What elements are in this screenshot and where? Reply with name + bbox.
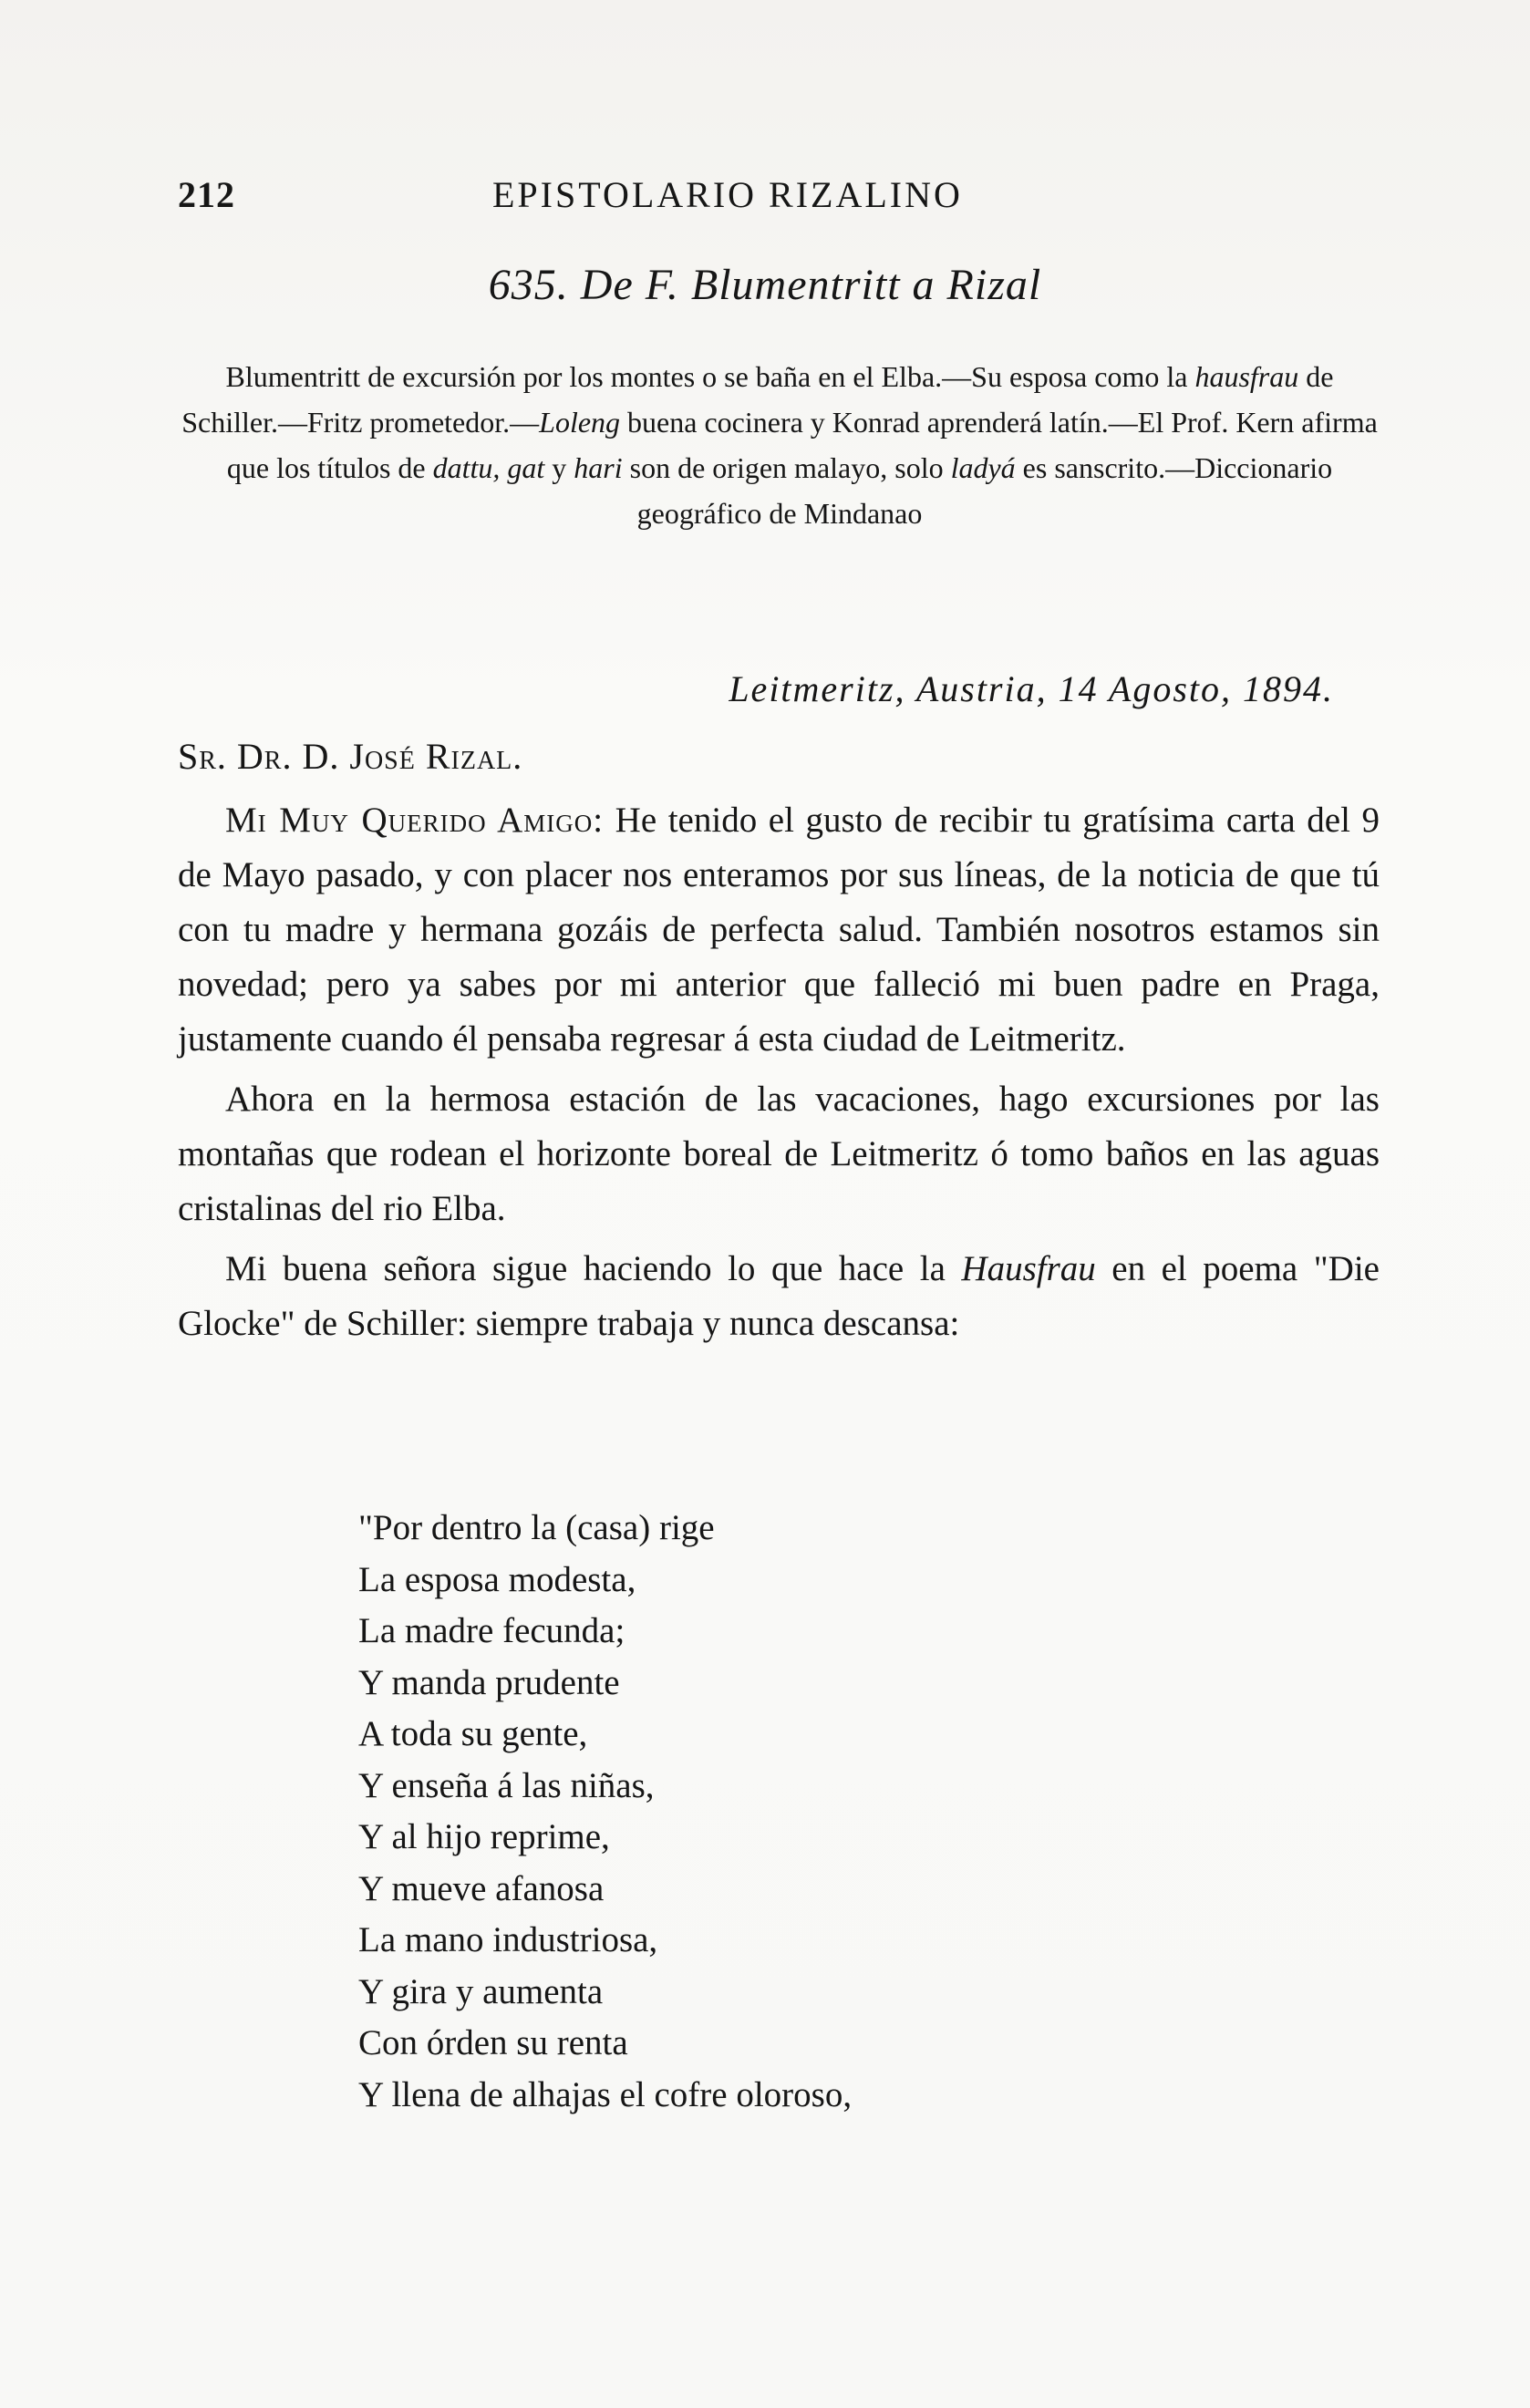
summary-italic-term: Loleng (539, 406, 621, 439)
letter-body (178, 793, 1380, 1357)
poem-line: Y gira y aumenta (358, 1971, 604, 2011)
summary-text: son de origen malayo, solo (622, 451, 951, 484)
poem-line: Y enseña á las niñas, (358, 1765, 655, 1805)
poem-line: "Por dentro la (casa) rige (358, 1508, 715, 1547)
letter-summary (178, 354, 1381, 536)
summary-text: Blumentritt de excursión por los montes o se baña en el Elba.—Su esposa como la (225, 360, 1195, 393)
place-date: Leitmeritz, Austria, 14 Agosto, 1894. (729, 668, 1334, 709)
poem-line: La esposa modesta, (358, 1559, 636, 1599)
poem-line: Y al hijo reprime, (358, 1817, 610, 1856)
poem-line: La mano industriosa, (358, 1920, 658, 1959)
poem (358, 1503, 852, 2121)
summary-text: es sanscrito.—Diccionario geográfico de Mindanao (636, 451, 1333, 530)
paragraph (178, 1242, 1380, 1351)
paragraph: Ahora en la hermosa estación de las vacaciones, hago excursiones por las montañas que rodean el horizonte boreal de Leitmeritz ó tomo baños en las aguas cristalinas del rio Elba. (178, 1080, 1380, 1228)
letter-heading: 635. De F. Blumentritt a Rizal (488, 261, 1042, 309)
poem-line: Y llena de alhajas el cofre oloroso, (358, 2074, 853, 2114)
paragraph (178, 793, 1380, 1067)
summary-text: buena cocinera y Konrad aprenderá latín.—El Prof. Kern afirma que los títulos de (226, 406, 1378, 484)
poem-line: A toda su gente, (358, 1714, 588, 1753)
italic-term: Hausfrau (961, 1249, 1096, 1288)
addressee: Sr. Dr. D. José Rizal. (178, 736, 523, 777)
summary-italic-term: hausfrau (1194, 360, 1299, 393)
page-number: 212 (178, 174, 235, 215)
paragraph-text: Mi buena señora sigue haciendo lo que hace la (225, 1249, 962, 1288)
summary-italic-term: hari (574, 451, 623, 484)
running-head (178, 173, 1381, 228)
summary-italic-term: ladyá (950, 451, 1016, 484)
poem-line: La madre fecunda; (358, 1611, 625, 1650)
poem-line: Y manda prudente (358, 1662, 620, 1702)
greeting: Mi Muy Querido Amigo: (225, 801, 605, 840)
summary-text: de Schiller.—Fritz prometedor.— (181, 360, 1334, 439)
paragraph-text: He tenido el gusto de recibir tu gratísima carta del 9 de Mayo pasado, y con placer nos enteramos por sus líneas, de la noticia de que tú con tu madre y hermana gozáis de perfecta salud. También nosotros estamos sin novedad; pero ya sabes por mi anterior que falleció mi buen padre en Praga, justamente cuando él pensaba regresar á esta ciudad de Leitmeritz. (178, 801, 1380, 1059)
summary-italic-term: dattu, gat (432, 451, 545, 484)
poem-line: Y mueve afanosa (358, 1868, 605, 1908)
poem-line: Con órden su renta (358, 2023, 628, 2062)
running-title: EPISTOLARIO RIZALINO (492, 174, 963, 215)
summary-text: y (544, 451, 574, 484)
paragraph-text: en el poema "Die Glocke" de Schiller: siempre trabaja y nunca descansa: (178, 1249, 1380, 1343)
